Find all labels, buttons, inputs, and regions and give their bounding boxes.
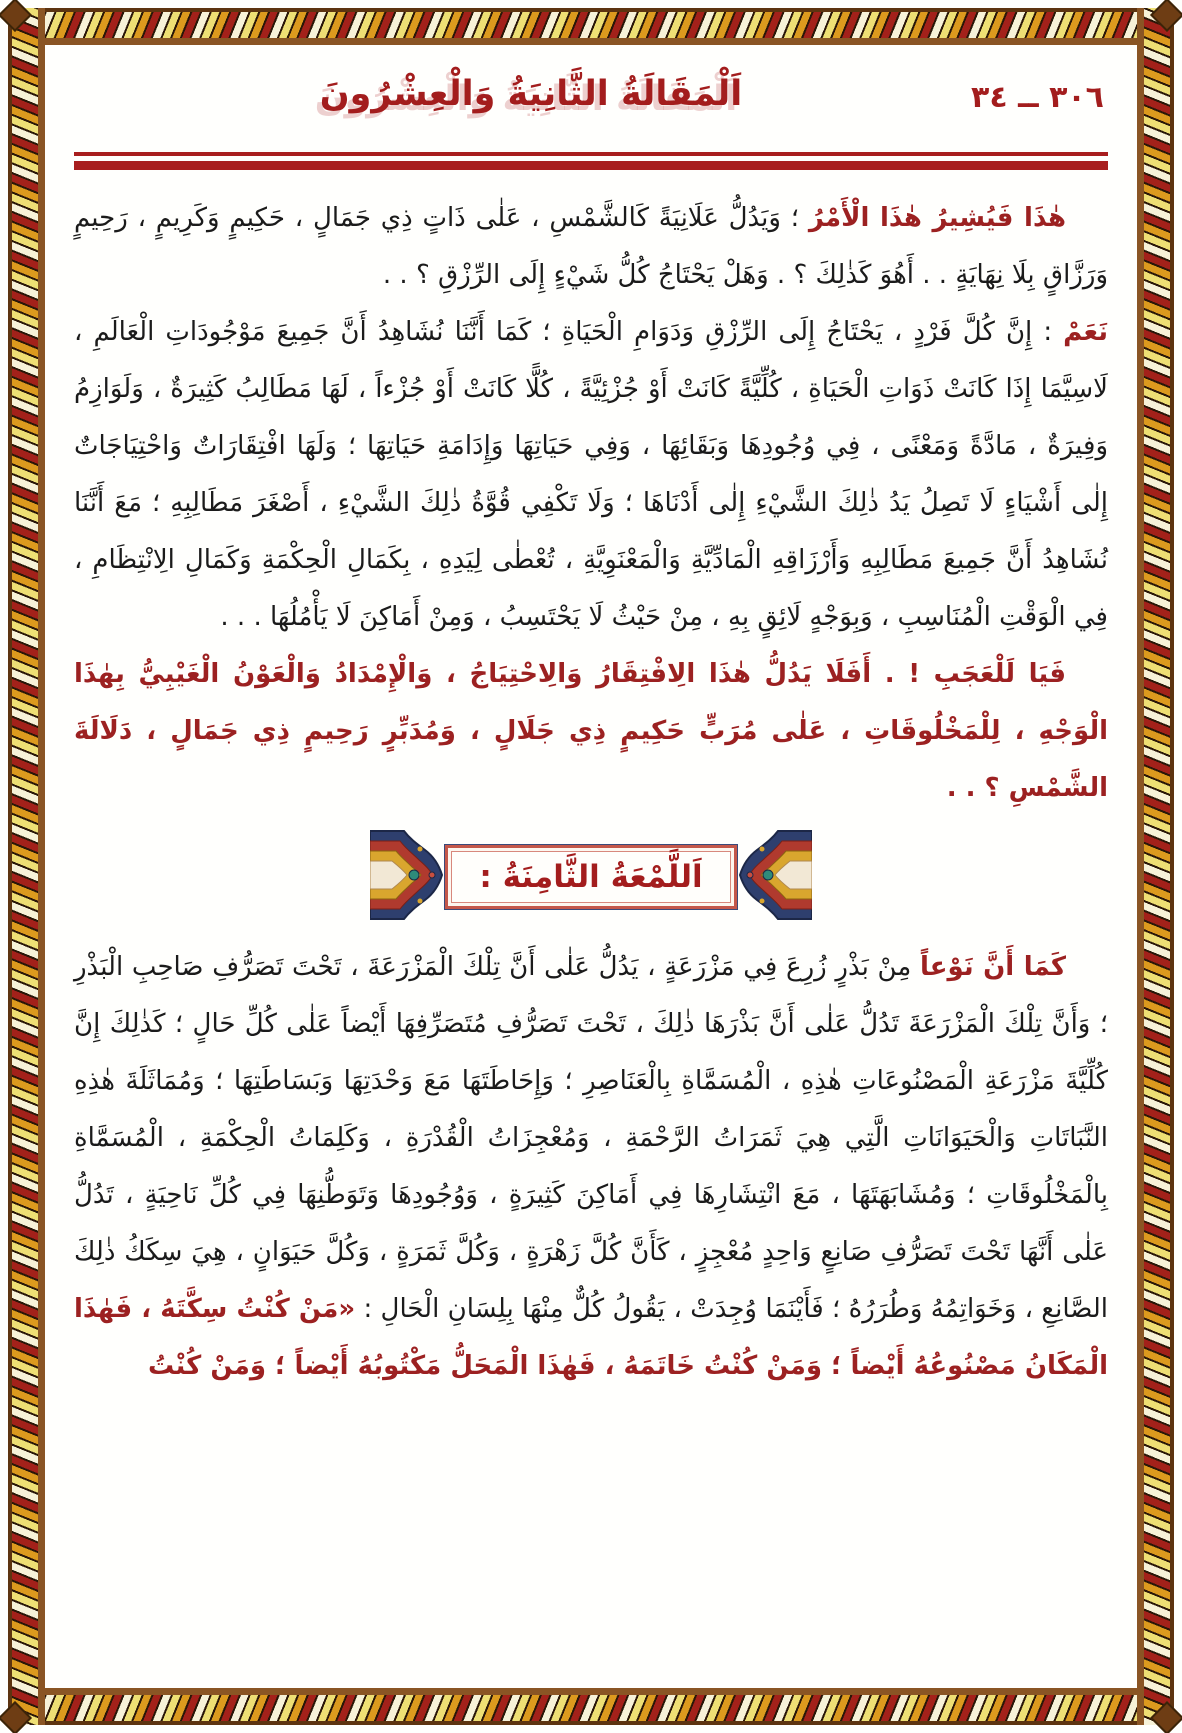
section-badge-box bbox=[444, 844, 737, 910]
paragraph-2 bbox=[74, 304, 1108, 646]
section-badge-label: اَللَّمْعَةُ الثَّامِنَةُ : bbox=[479, 859, 703, 895]
page-numbers: ٣٠٦ ــ ٣٤ bbox=[971, 80, 1104, 115]
paragraph-3: فَيَا لَلْعَجَبِ ! . أَفَلَا يَدُلُّ هٰذَا الِافْتِقَارُ وَالِاحْتِيَاجُ ، وَالْإِمْدَادُ وَالْعَوْنُ الْغَيْبِيُّ بِهٰذَا الْوَجْهِ ، لِلْمَخْلُوقَاتِ ، عَلٰى مُرَبٍّ حَكِيمٍ ذِي جَلَالٍ ، وَمُدَبِّرٍ رَحِيمٍ ذِي جَمَالٍ ، دَلَالَةَ الشَّمْسِ ؟ . . bbox=[74, 659, 1108, 803]
paragraph-4-body: مِنْ بَذْرٍ زُرِعَ فِي مَزْرَعَةٍ ، يَدُلُّ عَلٰى أَنَّ تِلْكَ الْمَزْرَعَةَ ، تَحْتَ تَصَرُّفِ صَاحِبِ الْبَذْرِ ؛ وَأَنَّ تِلْكَ الْمَزْرَعَةَ تَدُلُّ عَلٰى أَنَّ بَذْرَهَا ذٰلِكَ ، تَحْتَ تَصَرُّفِ مُتَصَرِّفِهَا أَيْضاً عَلٰى كُلِّ حَالٍ ؛ كَذٰلِكَ إِنَّ كُلِّيَّةَ مَزْرَعَةِ الْمَصْنُوعَاتِ هٰذِهِ ، الْمُسَمَّاةِ بِالْعَنَاصِرِ ؛ وَإِحَاطَتَهَا مَعَ وَحْدَتِهَا وَبَسَاطَتِهَا ؛ وَمُمَاثَلَةَ هٰذِهِ النَّبَاتَاتِ وَالْحَيَوَانَاتِ الَّتِي هِيَ ثَمَرَاتُ الرَّحْمَةِ ، وَمُعْجِزَاتُ الْقُدْرَةِ ، وَكَلِمَاتُ الْحِكْمَةِ ، الْمُسَمَّاةِ بِالْمَخْلُوقَاتِ ؛ وَمُشَابَهَتَهَا ، مَعَ انْتِشَارِهَا فِي أَمَاكِنَ كَثِيرَةٍ ، وَوُجُودِهَا وَتَوَطُّنِهَا فِي كُلِّ نَاحِيَةٍ ، تَدُلُّ عَلٰى أَنَّهَا تَحْتَ تَصَرُّفِ صَانِعٍ وَاحِدٍ مُعْجِزٍ ، كَأَنَّ كُلَّ زَهْرَةٍ ، وَكُلَّ ثَمَرَةٍ ، وَكُلَّ حَيَوَانٍ ، هِيَ سِكَكُ ذٰلِكَ الصَّانِعِ ، وَخَوَاتِمُهُ وَطُرَرُهُ ؛ فَأَيْنَمَا وُجِدَتْ ، يَقُولُ كُلٌّ مِنْهَا بِلِسَانِ الْحَالِ : bbox=[74, 952, 1109, 1324]
section-badge bbox=[74, 825, 1108, 929]
chain-border-right bbox=[1137, 8, 1174, 1725]
cartouche-left-ornament-icon bbox=[738, 827, 812, 927]
paragraph-2-lead: نَعَمْ bbox=[1063, 317, 1108, 347]
page-content bbox=[48, 48, 1134, 1685]
paragraph-1-body: ؛ وَيَدُلُّ عَلَانِيَةً كَالشَّمْسِ ، عَلٰى ذَاتٍ ذِي جَمَالٍ ، حَكِيمٍ وَكَرِيمٍ ، رَحِيمٍ وَرَزَّاقٍ بِلَا نِهَايَةٍ . . أَهُوَ كَذٰلِكَ ؟ . وَهَلْ يَحْتَاجُ كُلُّ شَيْءٍ إِلَى الرِّزْقِ ؟ . . bbox=[74, 203, 1108, 290]
cartouche-right-ornament-icon bbox=[370, 827, 444, 927]
page-title: اَلْمَقَالَةُ الثَّانِيَةُ وَالْعِشْرُونَ bbox=[319, 74, 743, 114]
header-rule-thick bbox=[74, 161, 1108, 170]
header-rule-thin bbox=[74, 152, 1108, 156]
chain-border-left bbox=[8, 8, 45, 1725]
chain-border-bottom bbox=[8, 1688, 1174, 1725]
paragraph-1 bbox=[74, 190, 1108, 304]
chain-border-top bbox=[8, 8, 1174, 45]
paragraph-4 bbox=[74, 939, 1108, 1395]
paragraph-2-body: : إِنَّ كُلَّ فَرْدٍ ، يَحْتَاجُ إِلَى الرِّزْقِ وَدَوَامِ الْحَيَاةِ ؛ كَمَا أَنَّنَا نُشَاهِدُ أَنَّ جَمِيعَ مَوْجُودَاتِ الْعَالَمِ ، لَاسِيَّمَا إِذَا كَانَتْ ذَوَاتِ الْحَيَاةِ ، كُلِّيَّةً كَانَتْ أَوْ جُزْئِيَّةً ، كُلًّا كَانَتْ أَوْ جُزْءاً ، لَهَا مَطَالِبُ كَثِيرَةٌ ، وَلَوَازِمُ وَفِيرَةٌ ، مَادَّةً وَمَعْنًى ، فِي وُجُودِهَا وَبَقَائِهَا ، وَفِي حَيَاتِهَا وَإِدَامَةِ حَيَاتِهَا ؛ وَلَهَا افْتِقَارَاتٌ وَاحْتِيَاجَاتٌ إِلٰى أَشْيَاءٍ لَا تَصِلُ يَدُ ذٰلِكَ الشَّيْءِ إِلٰى أَدْنَاهَا ؛ وَلَا تَكْفِي قُوَّةُ ذٰلِكَ الشَّيْءِ ، أَصْغَرَ مَطَالِبِهِ ؛ مَعَ أَنَّنَا نُشَاهِدُ أَنَّ جَمِيعَ مَطَالِبِهِ وَأَرْزَاقِهِ الْمَادِّيَّةِ وَالْمَعْنَوِيَّةِ ، تُعْطٰى لِيَدِهِ ، بِكَمَالِ الْحِكْمَةِ وَكَمَالِ الِانْتِظَامِ ، فِي الْوَقْتِ الْمُنَاسِبِ ، وَبِوَجْهٍ لَائِقٍ بِهِ ، مِنْ حَيْثُ لَا يَحْتَسِبُ ، وَمِنْ أَمَاكِنَ لَا يَأْمُلُهَا . . . bbox=[74, 317, 1108, 632]
paragraph-4-lead: كَمَا أَنَّ نَوْعاً bbox=[920, 952, 1067, 982]
paragraph-4-quote: «مَنْ كُنْتُ سِكَّتَهُ ، فَهٰذَا الْمَكَانُ مَصْنُوعُهُ أَيْضاً ؛ وَمَنْ كُنْتُ خَاتَمَهُ ، فَهٰذَا الْمَحَلُّ مَكْتُوبُهُ أَيْضاً ؛ وَمَنْ كُنْتُ bbox=[74, 1294, 1108, 1381]
page-header bbox=[74, 70, 1108, 146]
paragraph-1-lead: هٰذَا فَيُشِيرُ هٰذَا الْأَمْرُ bbox=[808, 203, 1066, 233]
